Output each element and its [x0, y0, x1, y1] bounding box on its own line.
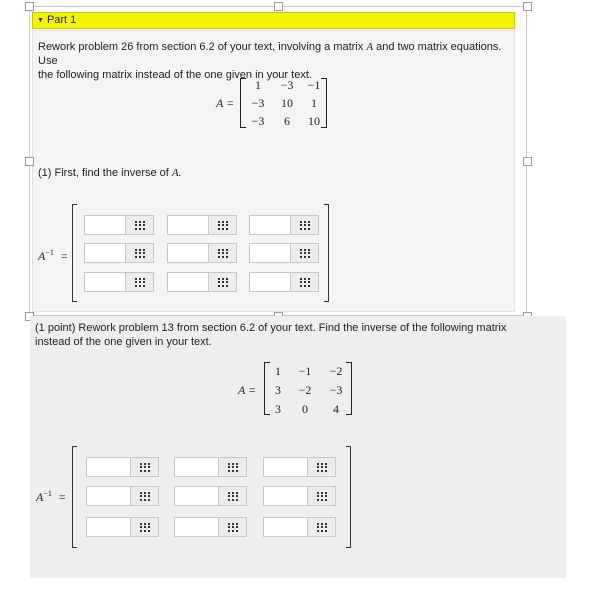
resize-handle-ml[interactable] — [25, 157, 34, 166]
matrix-picker-button[interactable] — [125, 273, 153, 291]
matrix-picker-button[interactable] — [218, 487, 246, 505]
part1-answer-cell — [167, 243, 237, 263]
part1-prompt-a: Rework problem 26 from section 6.2 of your text, involving a matrix — [38, 41, 367, 53]
grid-icon — [140, 492, 150, 501]
part2-answer-input[interactable] — [264, 487, 313, 505]
part2-inverse-eq: = — [58, 490, 66, 504]
part1-matrix-cell: −1 — [307, 78, 321, 92]
matrix-picker-button[interactable] — [290, 273, 318, 291]
part2-matrix-cell: 0 — [302, 402, 308, 416]
part1-answer-left-bracket — [72, 204, 77, 302]
part2-matrix-cell: 3 — [275, 402, 281, 416]
matrix-picker-button[interactable] — [130, 487, 158, 505]
part2-matrix-label-text: A = — [238, 383, 257, 397]
part1-matrix-cell: 10 — [281, 96, 293, 110]
matrix-picker-button[interactable] — [307, 518, 335, 536]
part1-step1-var: A. — [171, 167, 182, 179]
part1-header[interactable] — [32, 12, 515, 29]
part1-answer-cell — [84, 272, 154, 292]
grid-icon — [300, 278, 310, 287]
matrix-picker-button[interactable] — [130, 518, 158, 536]
part1-prompt — [38, 40, 512, 82]
part2-inverse-sup: −1 — [43, 489, 52, 498]
part1-header-label: Part 1 — [46, 14, 77, 26]
part1-inverse-var: A — [38, 249, 46, 263]
part2-matrix-cell: −1 — [298, 364, 312, 378]
part1-matrix-cell: −3 — [280, 78, 294, 92]
matrix-picker-button[interactable] — [218, 458, 246, 476]
part1-inverse-eq: = — [60, 249, 68, 263]
part2-matrix-cell: 1 — [275, 364, 281, 378]
part1-answer-cell — [84, 215, 154, 235]
part1-answer-cell — [84, 243, 154, 263]
part2-matrix-label — [238, 383, 256, 398]
grid-icon — [218, 249, 228, 258]
part2-answer-input[interactable] — [175, 458, 224, 476]
part2-answer-input[interactable] — [264, 458, 313, 476]
part2-answer-cell — [263, 517, 336, 537]
part2-inverse-var: A — [36, 490, 44, 504]
resize-handle-tl[interactable] — [25, 2, 34, 11]
part2-prompt — [35, 321, 563, 349]
grid-icon — [228, 463, 238, 472]
grid-icon — [300, 249, 310, 258]
matrix-picker-button[interactable] — [125, 244, 153, 262]
part1-inverse-label — [38, 248, 68, 264]
part1-answer-cell — [249, 215, 319, 235]
part2-matrix-cell: −2 — [298, 383, 312, 397]
matrix-picker-button[interactable] — [307, 458, 335, 476]
part1-matrix-cell: 6 — [284, 114, 290, 128]
part1-inverse-sup: −1 — [45, 248, 54, 257]
grid-icon — [135, 249, 145, 258]
part2-answer-cell — [174, 517, 247, 537]
grid-icon — [140, 463, 150, 472]
grid-icon — [135, 221, 145, 230]
resize-handle-mr[interactable] — [523, 157, 532, 166]
grid-icon — [317, 523, 327, 532]
part1-matrix-cell: 1 — [311, 96, 317, 110]
matrix-picker-button[interactable] — [290, 216, 318, 234]
part2-answer-cell — [86, 457, 159, 477]
matrix-picker-button[interactable] — [218, 518, 246, 536]
part2-answer-input[interactable] — [175, 487, 224, 505]
grid-icon — [228, 492, 238, 501]
part2-answer-input[interactable] — [264, 518, 313, 536]
part2-prompt-line1: (1 point) Rework problem 13 from section 6.2 of your text. Find the inverse of the following matrix — [35, 322, 507, 334]
part2-answer-cell — [174, 457, 247, 477]
part2-answer-right-bracket — [346, 446, 351, 548]
part2-prompt-line2: instead of the one given in your text. — [35, 336, 212, 348]
part2-matrix-cell: −3 — [329, 383, 343, 397]
matrix-picker-button[interactable] — [125, 216, 153, 234]
matrix-picker-button[interactable] — [208, 216, 236, 234]
part2-answer-cell — [263, 486, 336, 506]
part1-matrix-cell: −3 — [251, 114, 265, 128]
part1-answer-cell — [167, 215, 237, 235]
triangle-down-icon[interactable]: ▼ — [37, 17, 44, 24]
part1-prompt-line2: the following matrix instead of the one given in your text. — [38, 69, 312, 81]
part2-answer-input[interactable] — [87, 487, 136, 505]
part1-prompt-var: A — [366, 41, 374, 53]
part2-answer-cell — [86, 517, 159, 537]
resize-handle-tr[interactable] — [523, 2, 532, 11]
grid-icon — [218, 221, 228, 230]
matrix-picker-button[interactable] — [290, 244, 318, 262]
grid-icon — [228, 523, 238, 532]
part2-answer-cell — [86, 486, 159, 506]
part1-step1 — [38, 166, 181, 180]
part1-step1-text: (1) First, find the inverse of — [38, 167, 172, 179]
part2-matrix-cell: 3 — [275, 383, 281, 397]
part1-matrix-cell: −3 — [251, 96, 265, 110]
part1-answer-cell — [249, 243, 319, 263]
grid-icon — [135, 278, 145, 287]
part1-matrix-cell: 10 — [308, 114, 320, 128]
resize-handle-tc[interactable] — [274, 2, 283, 11]
part2-answer-input[interactable] — [87, 518, 136, 536]
part2-matrix-cell: −2 — [329, 364, 343, 378]
matrix-picker-button[interactable] — [307, 487, 335, 505]
part2-matrix-cell: 4 — [333, 402, 339, 416]
grid-icon — [218, 278, 228, 287]
part1-prompt-b: and two matrix equations. Use — [38, 41, 502, 67]
part1-matrix-cell: 1 — [255, 78, 261, 92]
part2-answer-input[interactable] — [175, 518, 224, 536]
part1-answer-cell — [167, 272, 237, 292]
matrix-picker-button[interactable] — [208, 273, 236, 291]
matrix-picker-button[interactable] — [130, 458, 158, 476]
part2-panel — [30, 316, 566, 578]
grid-icon — [140, 523, 150, 532]
part2-answer-cell — [174, 486, 247, 506]
part1-answer-right-bracket — [324, 204, 329, 302]
part2-answer-cell — [263, 457, 336, 477]
part1-matrix-label-text: A = — [216, 96, 235, 110]
part1-matrix-label — [216, 96, 234, 111]
part2-inverse-label — [36, 489, 66, 505]
grid-icon — [317, 492, 327, 501]
part2-answer-left-bracket — [72, 446, 77, 548]
grid-icon — [300, 221, 310, 230]
part2-answer-input[interactable] — [87, 458, 136, 476]
matrix-picker-button[interactable] — [208, 244, 236, 262]
part1-answer-cell — [249, 272, 319, 292]
grid-icon — [317, 463, 327, 472]
